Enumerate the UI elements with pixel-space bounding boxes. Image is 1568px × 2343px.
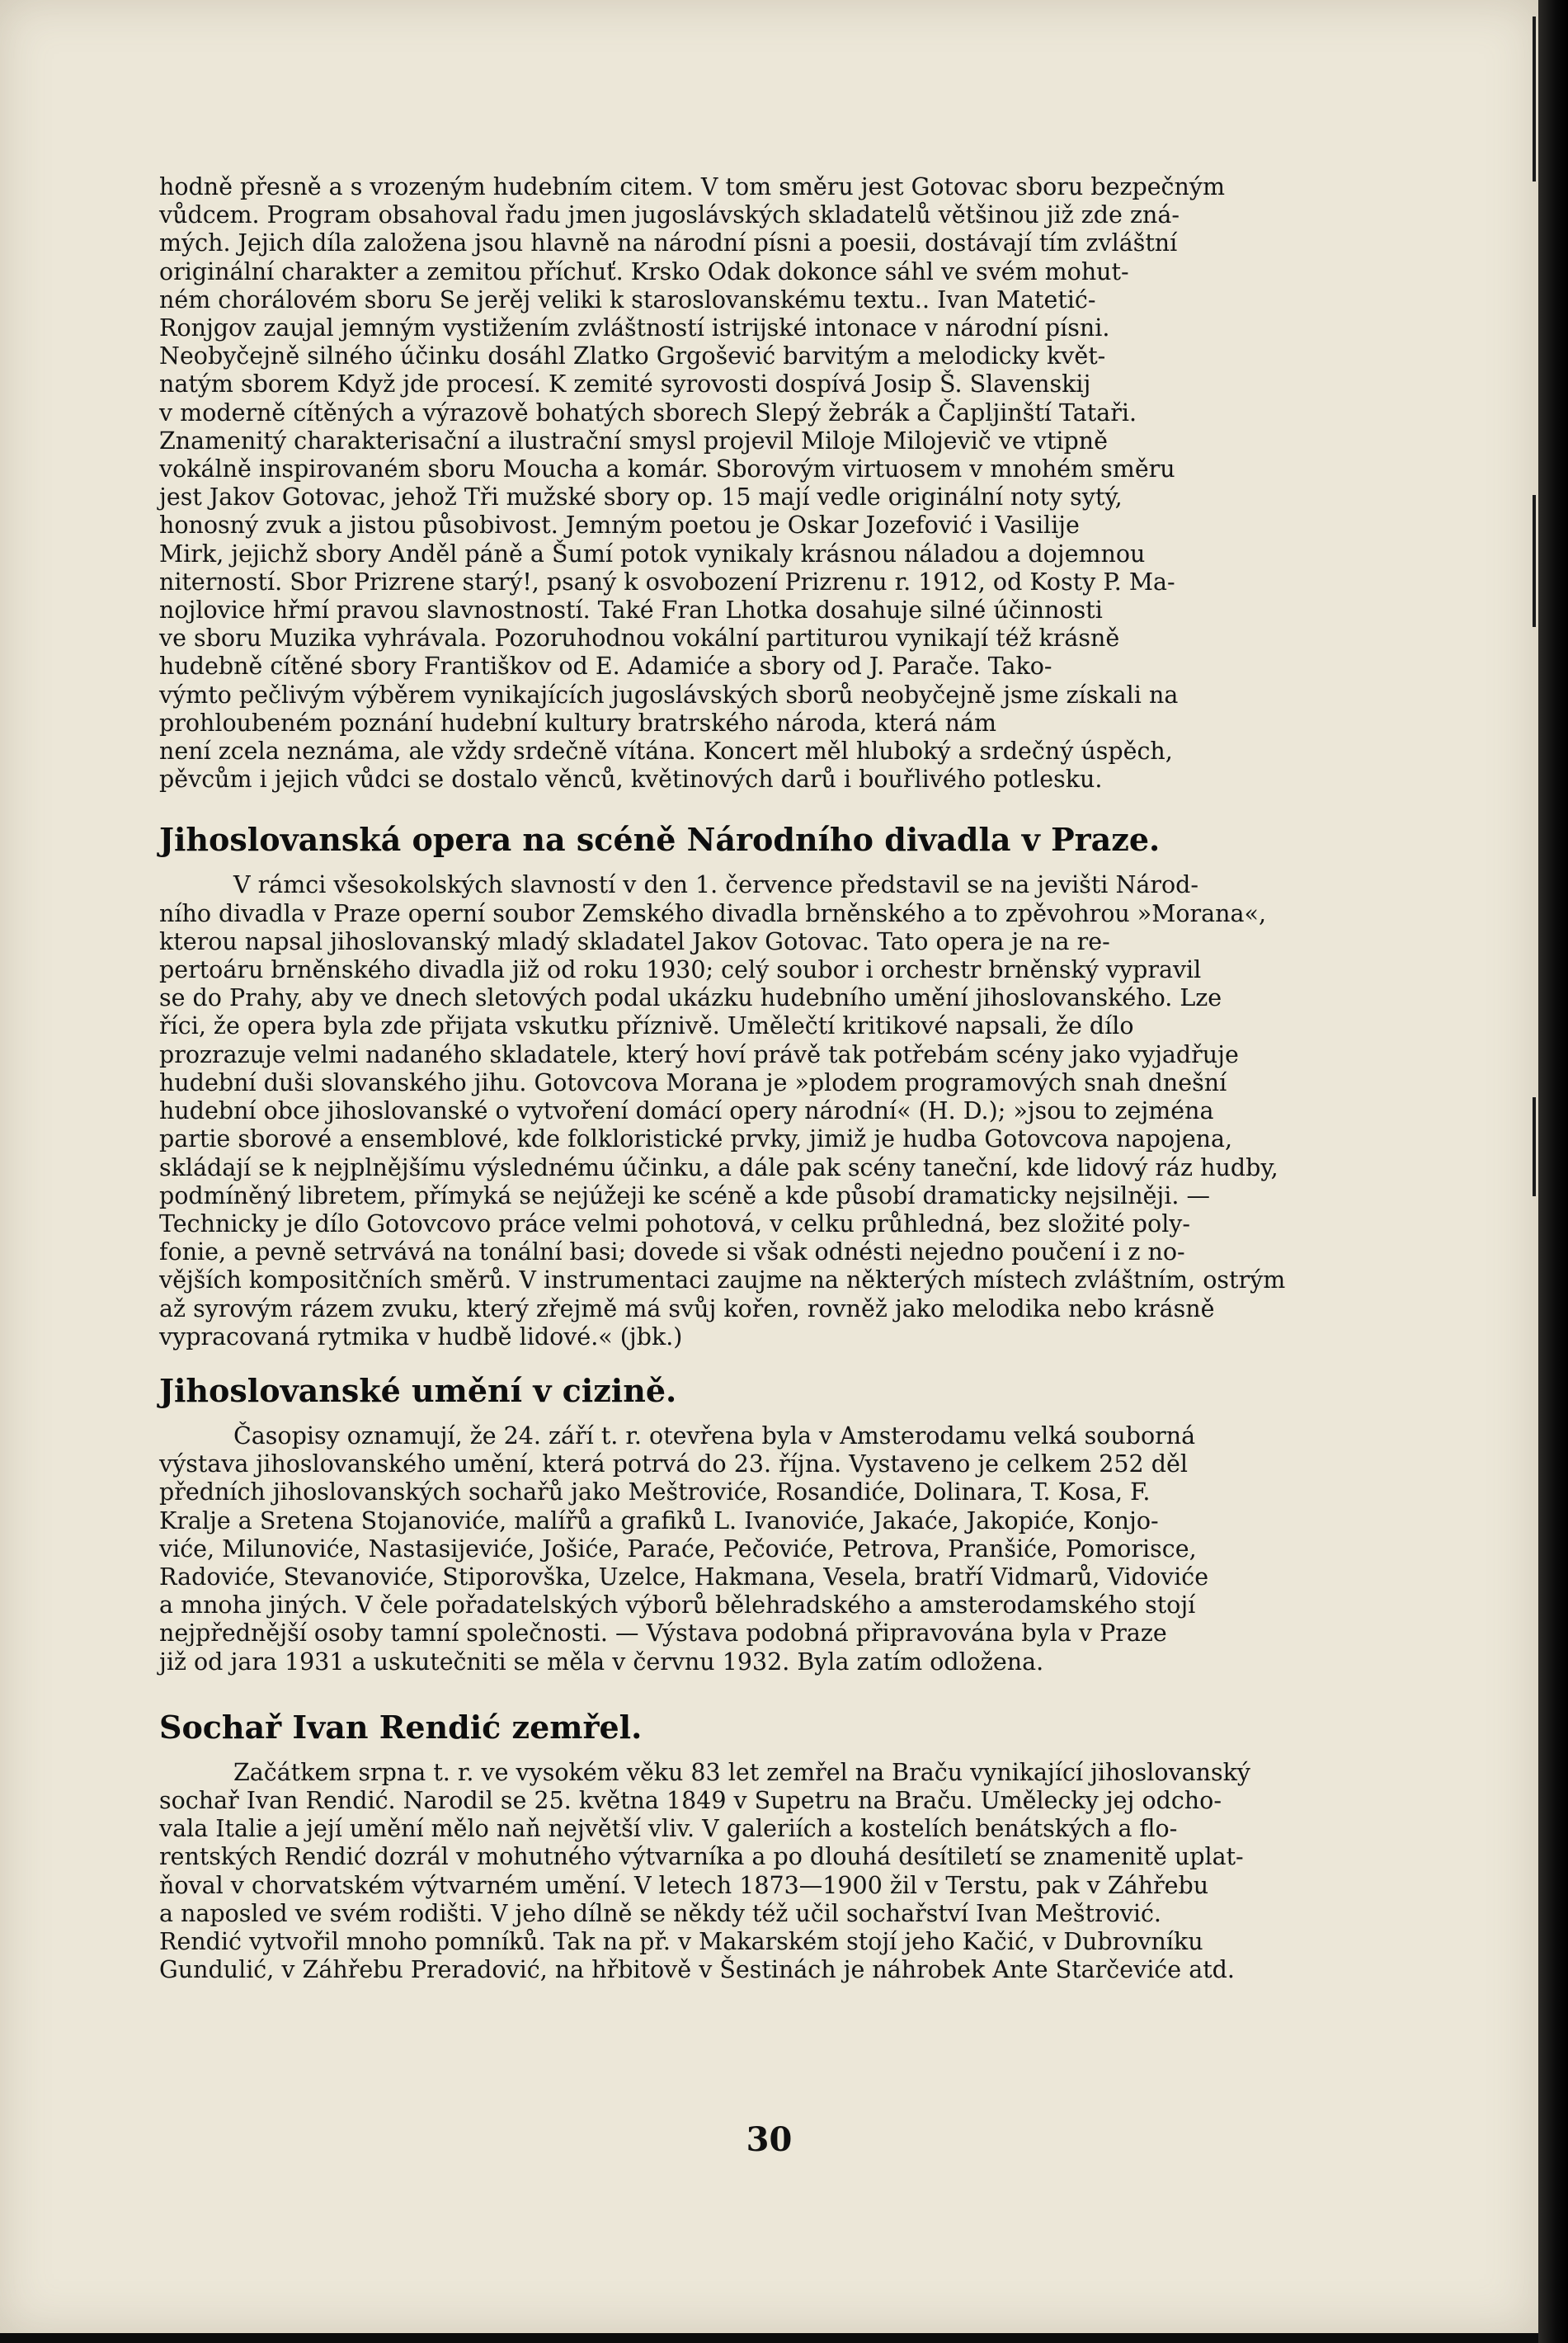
text-line: jest Jakov Gotovac, jehož Tři mužské sbory op. 15 mají vedle originální noty sytý, xyxy=(159,483,1123,512)
text-line: nejpřednější osoby tamní společnosti. — Výstava podobná připravována byla v Praze xyxy=(159,1619,1167,1648)
article3-heading: Jihoslovanské umění v cizině. xyxy=(159,1371,677,1409)
text-line: Technicky je dílo Gotovcovo práce velmi pohotová, v celku průhledná, bez složité poly- xyxy=(159,1209,1191,1238)
text-line: Ronjgov zaujal jemným vystižením zvláštností istrijské intonace v národní písni. xyxy=(159,314,1110,342)
text-line: Neobyčejně silného účinku dosáhl Zlatko Grgošević barvitým a melodicky květ- xyxy=(159,342,1106,370)
text-line: niterností. Sbor Prizrene starý!, psaný k osvobození Prizrenu r. 1912, od Kosty P. Ma- xyxy=(159,568,1175,596)
text-line: v moderně cítěných a výrazově bohatých sborech Slepý žebrák a Čapljinští Tataři. xyxy=(159,398,1137,427)
article4-body xyxy=(159,1759,1396,1985)
text-line: podmíněný libretem, přímyká se nejúžeji ke scéně a kde působí dramaticky nejsilněji. — xyxy=(159,1181,1210,1209)
text-line: ném chorálovém sboru Se jerěj veliki k staroslovanskému textu.. Ivan Matetić- xyxy=(159,285,1096,314)
text-line: honosný zvuk a jistou působivost. Jemným poetou je Oskar Jozefović i Vasilije xyxy=(159,512,1080,540)
text-line: se do Prahy, aby ve dnech sletových podal ukázku hudebního umění jihoslovanského. Lze xyxy=(159,984,1222,1012)
text-line: fonie, a pevně setrvává na tonální basi; dovede si však odnésti nejedno poučení i z no- xyxy=(159,1238,1185,1266)
text-line: rentských Rendić dozrál v mohutného výtvarníka a po dlouhá desítiletí se znamenitě uplat- xyxy=(159,1843,1244,1871)
text-line: není zcela neznáma, ale vždy srdečně vítána. Koncert měl hluboký a srdečný úspěch, xyxy=(159,738,1173,766)
text-line: natým sborem Když jde procesí. K zemité syrovosti dospívá Josip Š. Slavenskij xyxy=(159,370,1091,398)
text-line: vůdcem. Program obsahoval řadu jmen jugoslávských skladatelů většinou již zde zná- xyxy=(159,201,1180,229)
article1-body xyxy=(159,173,1396,794)
article4-heading: Sochař Ivan Rendić zemřel. xyxy=(159,1708,643,1746)
text-line: sochař Ivan Rendić. Narodil se 25. května 1849 v Supetru na Braču. Umělecky jej odcho- xyxy=(159,1786,1222,1814)
text-line: ního divadla v Praze operní soubor Zemského divadla brněnského a to zpěvohrou »Morana«, xyxy=(159,899,1267,927)
text-line: Znamenitý charakterisační a ilustrační smysl projevil Miloje Milojevič ve vtipně xyxy=(159,427,1108,455)
text-line: skládají se k nejplnějšímu výslednému účinku, a dále pak scény taneční, kde lidový ráz hudby, xyxy=(159,1153,1278,1181)
spine-line-top xyxy=(1533,16,1536,182)
text-line: hudebně cítěné sbory Františkov od E. Adamiće a sbory od J. Parače. Tako- xyxy=(159,653,1052,681)
text-line: a naposled ve svém rodišti. V jeho dílně se někdy též učil sochařství Ivan Meštrović. xyxy=(159,1899,1161,1927)
text-line: hudební duši slovanského jihu. Gotovcova Morana je »plodem programových snah dnešní xyxy=(159,1068,1227,1096)
text-line: Gundulić, v Záhřebu Preradović, na hřbitově v Šestinách je náhrobek Ante Starčeviće atd. xyxy=(159,1956,1235,1984)
text-line: nojlovice hřmí pravou slavnostností. Také Fran Lhotka dosahuje silné účinnosti xyxy=(159,596,1103,625)
text-line: hudební obce jihoslovanské o vytvoření domácí opery národní« (H. D.); »jsou to zejména xyxy=(159,1097,1214,1125)
text-line: a mnoha jiných. V čele pořadatelských výborů bělehradského a amsterodamského stojí xyxy=(159,1591,1196,1619)
text-line: ve sboru Muzika vyhrávala. Pozoruhodnou vokální partiturou vynikají též krásně xyxy=(159,625,1120,653)
text-line: až syrovým rázem zvuku, který zřejmě má svůj kořen, rovněž jako melodika nebo krásně xyxy=(159,1294,1215,1322)
text-line: vějších kompositčních směrů. V instrumentaci zaujme na některých místech zvláštním, ostrým xyxy=(159,1266,1286,1294)
text-line: již od jara 1931 a uskutečniti se měla v červnu 1932. Byla zatím odložena. xyxy=(159,1648,1044,1676)
text-line: říci, že opera byla zde přijata vskutku příznivě. Umělečtí kritikové napsali, že dílo xyxy=(159,1012,1134,1040)
text-line: vala Italie a její umění mělo naň největší vliv. V galeriích a kostelích benátských a flo- xyxy=(159,1815,1178,1843)
text-line: vokálně inspirovaném sboru Moucha a komár. Sborovým virtuosem v mnohém směru xyxy=(159,455,1175,483)
text-line: partie sborové a ensemblové, kde folkloristické prvky, jimiž je hudba Gotovcova napojena, xyxy=(159,1125,1233,1153)
text-line: výstava jihoslovanského umění, která potrvá do 23. října. Vystaveno je celkem 252 děl xyxy=(159,1450,1188,1478)
text-line: Mirk, jejichž sbory Anděl páně a Šumí potok vynikaly krásnou náladou a dojemnou xyxy=(159,540,1146,568)
text-line: hodně přesně a s vrozeným hudebním citem. V tom směru jest Gotovac sboru bezpečným xyxy=(159,173,1226,200)
spine-line-lower xyxy=(1533,1097,1536,1196)
text-line: V rámci všesokolských slavností v den 1. července představil se na jevišti Národ- xyxy=(233,871,1199,899)
text-line: pěvcům i jejich vůdci se dostalo věnců, květinových darů i bouřlivého potlesku. xyxy=(159,766,1103,794)
text-line: pertoáru brněnského divadla již od roku 1930; celý soubor i orchestr brněnský vypravil xyxy=(159,956,1202,984)
text-line: prozrazuje velmi nadaného skladatele, který hoví právě tak potřebám scény jako vyjadřuje xyxy=(159,1040,1239,1068)
page-content xyxy=(159,173,1396,1984)
page-number: 30 xyxy=(746,2120,793,2159)
text-line: Kralje a Sretena Stojanoviće, malířů a grafiků L. Ivanoviće, Jakaće, Jakopiće, Konjo- xyxy=(159,1506,1159,1534)
text-line: Začátkem srpna t. r. ve vysokém věku 83 let zemřel na Braču vynikající jihoslovanský xyxy=(233,1758,1250,1786)
text-line: viće, Milunoviće, Nastasijeviće, Jošiće, Paraće, Pečoviće, Petrova, Pranšiće, Pomorisce, xyxy=(159,1534,1197,1563)
text-line: výmto pečlivým výběrem vynikajících jugoslávských sborů neobyčejně jsme získali na xyxy=(159,681,1179,709)
text-line: ňoval v chorvatském výtvarném umění. V letech 1873—1900 žil v Terstu, pak v Záhřebu xyxy=(159,1871,1209,1899)
text-line: prohloubeném poznání hudební kultury bratrského národa, která nám xyxy=(159,709,997,737)
article2-heading: Jihoslovanská opera na scéně Národního divadla v Praze. xyxy=(159,821,1161,859)
text-line: vypracovaná rytmika v hudbě lidové.« (jbk.) xyxy=(159,1322,683,1351)
text-line: Rendić vytvořil mnoho pomníků. Tak na př. v Makarském stojí jeho Kačić, v Dubrovníku xyxy=(159,1927,1203,1955)
spine-line-middle xyxy=(1533,495,1536,627)
text-line: Radoviće, Stevanoviće, Stiporovška, Uzelce, Hakmana, Vesela, bratří Vidmarů, Vidoviće xyxy=(159,1563,1209,1591)
article2-body xyxy=(159,871,1396,1351)
book-spine-shadow xyxy=(1538,0,1568,2343)
text-line: Časopisy oznamují, že 24. září t. r. otevřena byla v Amsterodamu velká souborná xyxy=(233,1421,1196,1450)
text-line: kterou napsal jihoslovanský mladý skladatel Jakov Gotovac. Tato opera je na re- xyxy=(159,927,1110,955)
text-line: předních jihoslovanských sochařů jako Meštroviće, Rosandiće, Dolinara, T. Kosa, F. xyxy=(159,1478,1151,1506)
text-line: mých. Jejich díla založena jsou hlavně na národní písni a poesii, dostávají tím zvláštní xyxy=(159,229,1178,257)
text-line: originální charakter a zemitou příchuť. Krsko Odak dokonce sáhl ve svém mohut- xyxy=(159,257,1129,285)
article3-body xyxy=(159,1422,1396,1676)
